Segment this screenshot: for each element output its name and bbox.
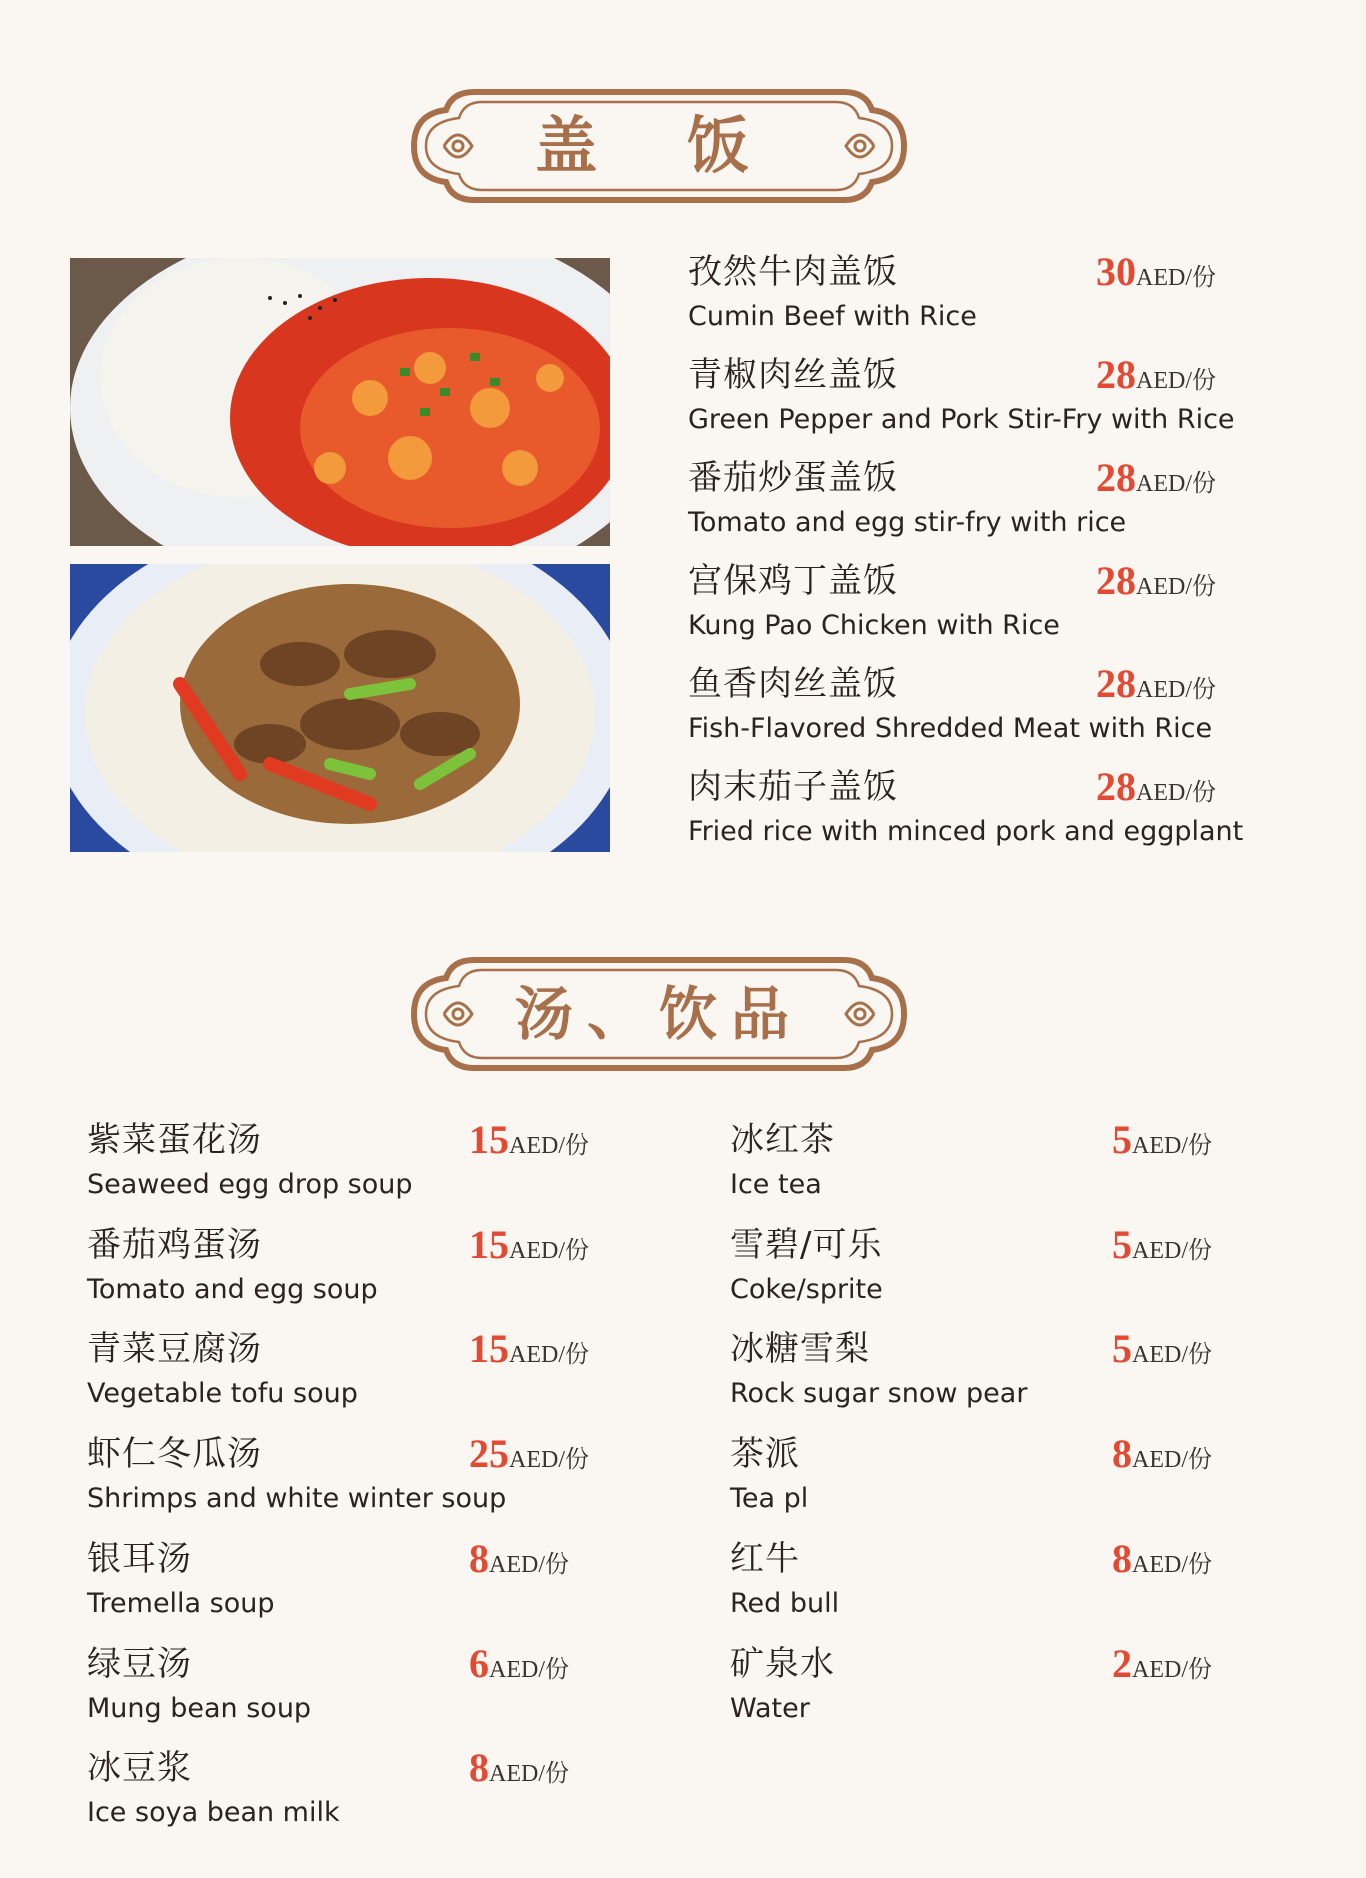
dish-name-chinese: 茶派 (730, 1434, 800, 1475)
price-unit: AED/份 (1136, 780, 1216, 806)
dish-name-chinese: 肉末茄子盖饭 (688, 767, 898, 807)
price-value: 2 (1112, 1640, 1132, 1686)
price-value: 15 (469, 1117, 509, 1162)
price (469, 1745, 569, 1796)
price (1096, 764, 1216, 815)
dish-name-chinese: 青椒肉丝盖饭 (688, 355, 898, 395)
price-value: 8 (1112, 1535, 1132, 1581)
price-unit: AED/份 (1136, 677, 1216, 703)
price-value: 28 (1096, 558, 1136, 603)
soup-item (87, 1640, 619, 1732)
price (1096, 352, 1216, 403)
price-unit: AED/份 (1136, 471, 1216, 497)
dish-name-english: Vegetable tofu soup (87, 1378, 358, 1410)
soup-item (87, 1745, 619, 1836)
price-unit: AED/份 (489, 1761, 569, 1788)
price-value: 30 (1096, 249, 1136, 294)
price (469, 1640, 569, 1692)
dish-name-chinese: 红牛 (730, 1538, 800, 1579)
dish-name-english: Green Pepper and Pork Stir-Fry with Rice (688, 404, 1235, 435)
price (1112, 1326, 1212, 1377)
dish-name-chinese: 银耳汤 (87, 1538, 192, 1579)
price (1096, 249, 1216, 300)
price-unit: AED/份 (1136, 265, 1216, 291)
dish-name-english: Tomato and egg soup (87, 1273, 378, 1305)
dish-name-english: Ice tea (730, 1169, 822, 1200)
drink-item (730, 1326, 1262, 1417)
soup-drink-section-banner (404, 948, 914, 1080)
green-pepper-pork-rice-photo (70, 564, 610, 852)
dish-name-chinese: 冰红茶 (730, 1120, 835, 1160)
dish-name-chinese: 孜然牛肉盖饭 (688, 252, 898, 292)
soup-item (87, 1326, 619, 1417)
dish-name-english: Shrimps and white winter soup (87, 1483, 507, 1515)
price-value: 15 (469, 1326, 509, 1372)
price (1112, 1431, 1212, 1482)
price-unit: AED/份 (1136, 368, 1216, 394)
price (1112, 1221, 1212, 1273)
dish-name-english: Rock sugar snow pear (730, 1378, 1028, 1410)
dish-name-english: Red bull (730, 1587, 840, 1619)
price-value: 5 (1112, 1117, 1132, 1162)
price-unit: AED/份 (1132, 1447, 1212, 1474)
dish-name-chinese: 冰豆浆 (87, 1748, 192, 1789)
soup-item (87, 1117, 619, 1208)
price-unit: AED/份 (489, 1656, 569, 1683)
dish-name-english: Tomato and egg stir-fry with rice (688, 507, 1127, 538)
drink-item (730, 1221, 1262, 1313)
price-value: 28 (1096, 661, 1136, 706)
rice-item (688, 764, 1246, 855)
price-unit: AED/份 (1132, 1551, 1212, 1578)
price-unit: AED/份 (509, 1237, 589, 1264)
price (469, 1117, 589, 1168)
dish-name-english: Mung bean soup (87, 1692, 312, 1724)
dish-name-chinese: 雪碧/可乐 (730, 1224, 883, 1265)
soup-item (87, 1431, 619, 1522)
drink-item (730, 1117, 1262, 1208)
dish-name-chinese: 紫菜蛋花汤 (87, 1120, 262, 1160)
price (469, 1431, 589, 1482)
price-unit: AED/份 (509, 1342, 589, 1369)
rice-item (688, 352, 1246, 443)
price-unit: AED/份 (1132, 1133, 1212, 1159)
price-value: 28 (1096, 455, 1136, 500)
rice-section-banner (404, 80, 914, 212)
dish-name-english: Tea pl (730, 1483, 809, 1515)
price-unit: AED/份 (1132, 1342, 1212, 1369)
rice-item (688, 558, 1246, 649)
dish-name-english: Cumin Beef with Rice (688, 301, 977, 332)
price-value: 5 (1112, 1326, 1132, 1372)
price-value: 28 (1096, 764, 1136, 809)
dish-name-chinese: 番茄炒蛋盖饭 (688, 458, 898, 498)
rice-item (688, 455, 1246, 546)
price-unit: AED/份 (489, 1551, 569, 1578)
price-value: 8 (469, 1745, 489, 1791)
rice-item (688, 661, 1246, 752)
price-unit: AED/份 (509, 1133, 589, 1159)
dish-name-english: Water (730, 1692, 810, 1724)
dish-name-english: Fish-Flavored Shredded Meat with Rice (688, 713, 1213, 744)
price (1112, 1640, 1212, 1692)
drink-item (730, 1431, 1262, 1522)
soup-item (87, 1535, 619, 1627)
dish-name-chinese: 冰糖雪梨 (730, 1329, 870, 1370)
rice-item (688, 249, 1246, 340)
price-value: 5 (1112, 1221, 1132, 1267)
price-unit: AED/份 (509, 1447, 589, 1474)
section-title: 汤、饮品 (514, 980, 803, 1048)
price (469, 1326, 589, 1377)
price (469, 1221, 589, 1273)
dish-name-english: Kung Pao Chicken with Rice (688, 610, 1060, 641)
dish-name-english: Tremella soup (87, 1587, 275, 1619)
dish-name-chinese: 青菜豆腐汤 (87, 1329, 262, 1370)
price-unit: AED/份 (1132, 1237, 1212, 1264)
dish-name-chinese: 虾仁冬瓜汤 (87, 1434, 262, 1475)
dish-name-english: Seaweed egg drop soup (87, 1169, 413, 1200)
price-value: 6 (469, 1640, 489, 1686)
price (1112, 1535, 1212, 1587)
price-unit: AED/份 (1136, 574, 1216, 600)
dish-name-chinese: 番茄鸡蛋汤 (87, 1224, 262, 1265)
tomato-egg-rice-photo (70, 258, 610, 546)
dish-name-chinese: 绿豆汤 (87, 1643, 192, 1684)
price-value: 15 (469, 1221, 509, 1267)
price-value: 25 (469, 1431, 509, 1477)
dish-name-chinese: 宫保鸡丁盖饭 (688, 561, 898, 601)
dish-name-english: Ice soya bean milk (87, 1797, 340, 1829)
price-value: 8 (1112, 1431, 1132, 1477)
dish-name-english: Coke/sprite (730, 1273, 883, 1305)
price (1096, 661, 1216, 712)
price-unit: AED/份 (1132, 1656, 1212, 1683)
price-value: 28 (1096, 352, 1136, 397)
price (1112, 1117, 1212, 1168)
drink-item (730, 1535, 1262, 1627)
price (469, 1535, 569, 1587)
soup-item (87, 1221, 619, 1313)
dish-name-chinese: 鱼香肉丝盖饭 (688, 664, 898, 704)
price-value: 8 (469, 1535, 489, 1581)
section-title: 盖 饭 (535, 109, 783, 182)
dish-name-chinese: 矿泉水 (730, 1643, 835, 1684)
price (1096, 558, 1216, 609)
price (1096, 455, 1216, 506)
drink-item (730, 1640, 1262, 1732)
dish-name-english: Fried rice with minced pork and eggplant (688, 816, 1244, 847)
